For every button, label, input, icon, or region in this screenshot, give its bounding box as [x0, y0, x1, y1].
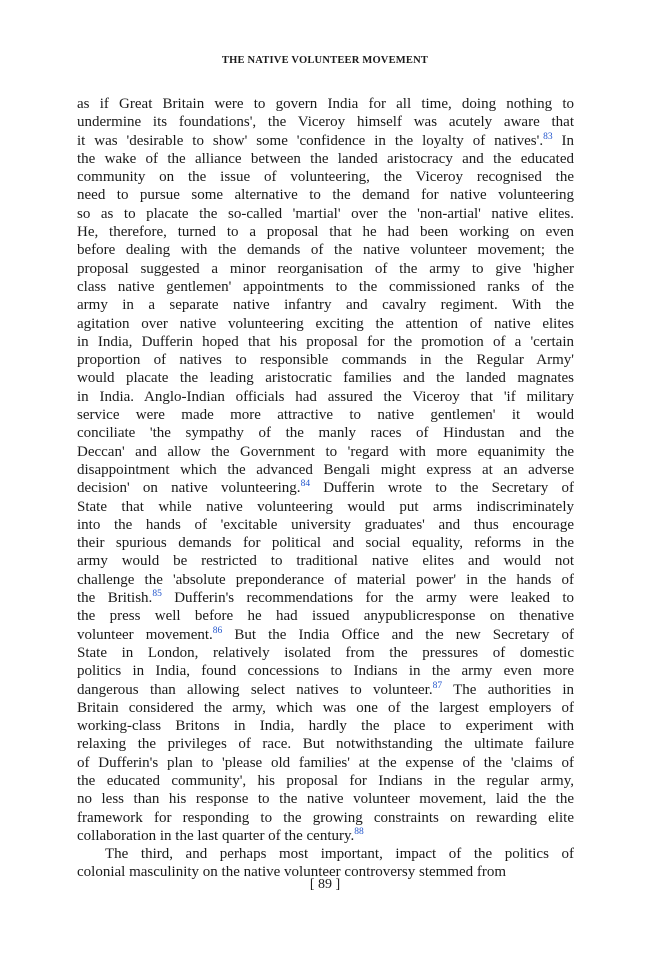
text-line	[77, 772, 574, 790]
text-line	[77, 534, 574, 552]
line-text: working-class Britons in India, hardly the place to experiment with	[77, 718, 574, 735]
line-text: of Dufferin's plan to 'please old families' at the expense of the 'claims of	[77, 754, 574, 771]
text-line	[77, 717, 574, 735]
text-line	[77, 333, 574, 351]
body-text	[77, 95, 574, 882]
text-line	[77, 369, 574, 387]
text-line	[77, 461, 574, 479]
text-line	[77, 644, 574, 662]
text-line	[77, 571, 574, 589]
text-line	[77, 95, 574, 113]
text-line	[77, 388, 574, 406]
line-text: State in London, relatively isolated from the pressures of domestic	[77, 644, 574, 661]
line-text: Dufferin wrote to the Secretary of	[310, 480, 574, 497]
text-line	[77, 351, 574, 369]
footnote-ref[interactable]: 84	[300, 479, 311, 490]
text-line	[77, 498, 574, 516]
line-text: army in a separate native infantry and cavalry regiment. With the	[77, 297, 574, 314]
line-text: army would be restricted to traditional native elites and would not	[77, 553, 574, 570]
line-text: In	[552, 132, 574, 149]
line-text: Dufferin's recommendations for the army were leaked to	[161, 590, 575, 607]
text-line	[77, 113, 574, 131]
line-text: challenge the 'absolute preponderance of material power' in the hands of	[77, 571, 574, 588]
text-line	[77, 260, 574, 278]
line-text: volunteer movement.	[77, 626, 213, 643]
line-text: agitation over native volunteering exciting the attention of native elites	[77, 315, 574, 332]
text-line	[77, 827, 574, 845]
line-text: before dealing with the demands of the native volunteer movement; the	[77, 242, 574, 259]
line-text: would placate the leading aristocratic families and the landed magnates	[77, 370, 574, 387]
text-line	[77, 205, 574, 223]
text-line	[77, 607, 574, 625]
text-line	[77, 150, 574, 168]
text-line	[77, 626, 574, 644]
text-line	[77, 845, 574, 863]
line-text: it was 'desirable to show' some 'confidence in the loyalty of natives'.	[77, 132, 544, 149]
text-line	[77, 296, 574, 314]
footnote-ref[interactable]: 83	[543, 131, 553, 142]
line-text: conciliate 'the sympathy of the manly races of Hindustan and the	[77, 425, 574, 442]
line-text: service were made more attractive to native gentlemen' it would	[77, 407, 574, 424]
line-text: relaxing the privileges of race. But notwithstanding the ultimate failure	[77, 736, 574, 753]
line-text: collaboration in the last quarter of the century.	[77, 827, 355, 844]
text-line	[77, 186, 574, 204]
line-text: proportion of natives to responsible commands in the Regular Army'	[77, 352, 574, 369]
line-text: politics in India, found concessions to Indians in the army even more	[77, 663, 574, 680]
line-text: Deccan' and allow the Government to 'regard with more equanimity the	[77, 443, 574, 460]
line-text: so as to placate the so-called 'martial' over the 'non-artial' native elites.	[77, 205, 574, 222]
text-line	[77, 516, 574, 534]
line-text: the press well before he had issued anypublicresponse on thenative	[77, 608, 574, 625]
text-line	[77, 589, 574, 607]
line-text: no less than his response to the native volunteer movement, laid the the	[77, 791, 574, 808]
running-head: THE NATIVE VOLUNTEER MOVEMENT	[221, 55, 429, 66]
footnote-ref[interactable]: 88	[354, 826, 364, 837]
line-text: community on the issue of volunteering, the Viceroy recognised the	[77, 169, 574, 186]
line-text: in India. Anglo-Indian officials had assured the Viceroy that 'if military	[77, 388, 574, 405]
line-text: the educated community', his proposal for Indians in the regular army,	[77, 772, 574, 789]
text-line	[77, 735, 574, 753]
line-text: decision' on native volunteering.	[77, 480, 301, 497]
line-text: colonial masculinity on the native volunteer controversy stemmed from	[77, 864, 507, 881]
line-text: disappointment which the advanced Bengali might express at an adverse	[77, 461, 574, 478]
text-line	[77, 424, 574, 442]
text-line	[77, 790, 574, 808]
text-line	[77, 406, 574, 424]
line-text: undermine its foundations', the Viceroy himself was acutely aware that	[77, 114, 574, 131]
footnote-ref[interactable]: 85	[152, 589, 162, 600]
line-text: the wake of the alliance between the landed aristocracy and the educated	[77, 150, 574, 167]
text-line	[77, 699, 574, 717]
page-number: [ 89 ]	[309, 877, 341, 892]
line-text: State that while native volunteering would put arms indiscriminately	[77, 498, 574, 515]
line-text: The third, and perhaps most important, impact of the politics of	[105, 846, 574, 863]
line-text: need to pursue some alternative to the demand for native volunteering	[77, 187, 574, 204]
line-text: But the India Office and the new Secretary of	[222, 626, 574, 643]
line-text: into the hands of 'excitable university graduates' and thus encourage	[77, 516, 574, 533]
line-text: Britain considered the army, which was one of the largest employers of	[77, 699, 574, 716]
line-text: framework for responding to the growing constraints on rewarding elite	[77, 809, 574, 826]
text-line	[77, 168, 574, 186]
line-text: class native gentlemen' appointments to the commissioned ranks of the	[77, 278, 574, 295]
text-line	[77, 443, 574, 461]
text-line	[77, 754, 574, 772]
text-line	[77, 479, 574, 497]
text-line	[77, 681, 574, 699]
line-text: dangerous than allowing select natives to volunteer.	[77, 681, 433, 698]
text-line	[77, 552, 574, 570]
footnote-ref[interactable]: 86	[212, 625, 223, 636]
text-line	[77, 241, 574, 259]
line-text: the British.	[77, 590, 153, 607]
line-text: in India, Dufferin hoped that his proposal for the promotion of a 'certain	[77, 333, 574, 350]
text-line	[77, 809, 574, 827]
text-line	[77, 315, 574, 333]
line-text: their spurious demands for political and social equality, reforms in the	[77, 535, 574, 552]
text-line	[77, 132, 574, 150]
line-text: The authorities in	[442, 681, 574, 698]
line-text: as if Great Britain were to govern India for all time, doing nothing to	[77, 96, 574, 112]
text-line	[77, 223, 574, 241]
line-text: proposal suggested a minor reorganisation of the army to give 'higher	[77, 260, 574, 277]
text-line	[77, 662, 574, 680]
footnote-ref[interactable]: 87	[432, 680, 443, 691]
text-line	[77, 278, 574, 296]
line-text: He, therefore, turned to a proposal that he had been working on even	[77, 224, 574, 241]
